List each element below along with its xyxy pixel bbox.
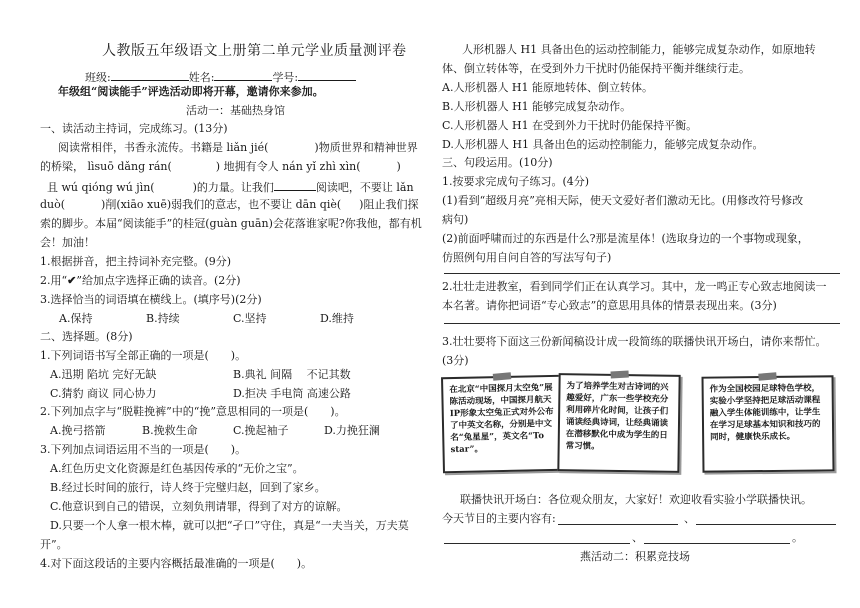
tape-icon bbox=[493, 372, 512, 381]
news-card-2-text: 为了培养学生对古诗词的兴趣爱好，广东一些学校充分利用碎片化时间，让孩子们诵读经典诗词，让经典诵读在潜移默化中成为学生的日常习惯。 bbox=[565, 381, 669, 452]
option-c[interactable]: C.坚持 bbox=[233, 312, 267, 325]
choice-2-a[interactable]: A.挽弓搭箭 bbox=[50, 424, 106, 437]
choice-2-c[interactable]: C.挽起袖子 bbox=[233, 424, 289, 437]
id-blank[interactable] bbox=[298, 70, 356, 81]
question-1-3: 3.选择恰当的词语填在横线上。(填序号)(2分) bbox=[40, 293, 262, 306]
choice-3-a[interactable]: A.红色历史文化资源是红色基因传承的“无价之宝”。 bbox=[50, 462, 304, 475]
robot-option-c[interactable]: C.人形机器人 H1 在受到外力干扰时仍能保持平衡。 bbox=[442, 119, 698, 132]
tape-icon bbox=[758, 372, 777, 380]
choice-1-a[interactable]: A.迅期 陷坑 完好无缺 bbox=[50, 368, 157, 381]
section3-q2: 2.壮壮走进教室，看到同学们正在认真学习。其中，龙一鸣正专心致志地阅读一 bbox=[442, 280, 827, 293]
passage-line-1: 阅读常相伴，书香永流传。书籍是 liǎn jié( )物质世界和精神世界 bbox=[58, 141, 418, 154]
exam-title: 人教版五年级语文上册第二单元学业质量测评卷 bbox=[102, 43, 407, 59]
answer-line-1[interactable] bbox=[444, 273, 840, 274]
choice-3-d-cont: 开”。 bbox=[40, 538, 68, 551]
choice-2-d[interactable]: D.力挽狂澜 bbox=[324, 424, 380, 437]
answer-blank-4[interactable] bbox=[644, 543, 790, 544]
choice-3-b[interactable]: B.经过长时间的旅行，诗人终于完璧归赵，回到了家乡。 bbox=[50, 481, 326, 494]
section3-q3: 3.壮壮要将下面这三份新闻稿设计成一段简练的联播快讯开场白，请你来帮忙。 bbox=[442, 335, 827, 348]
robot-option-b[interactable]: B.人形机器人 H1 能够完成复杂动作。 bbox=[442, 100, 632, 113]
class-label: 班级: bbox=[85, 71, 111, 84]
choice-question-2: 2.下列加点字与“脱鞋挽裤”中的“挽”意思相同的一项是( )。 bbox=[40, 405, 346, 418]
passage-line-2: 的桥梁， lìsuō dǎng rán( ) 地拥有令人 nán yǐ zhì xìn( ) bbox=[40, 160, 401, 173]
choice-3-c[interactable]: C.他意识到自己的错误，立刻负荆请罪，得到了对方的谅解。 bbox=[50, 500, 348, 513]
news-card-2 bbox=[557, 373, 680, 473]
passage-line-4: duò( )削(xiāo xuē)弱我们的意志，也不要让 dān qiè( )阻止我们探 bbox=[40, 198, 419, 211]
choice-3-d[interactable]: D.只要一个人拿一根木棒，就可以把“孑口”守住，真是“一夫当关，万夫莫 bbox=[50, 519, 409, 532]
option-d[interactable]: D.维持 bbox=[320, 312, 354, 325]
period-mark: 。 bbox=[792, 531, 803, 544]
option-b[interactable]: B.持续 bbox=[146, 312, 180, 325]
question-1-1: 1.根据拼音，把主持词补充完整。(9分) bbox=[40, 255, 232, 268]
name-blank[interactable] bbox=[214, 70, 272, 81]
news-card-1 bbox=[441, 375, 565, 474]
student-info-row bbox=[85, 70, 356, 83]
choice-1-c[interactable]: C.猜豹 商议 同心协力 bbox=[50, 387, 157, 400]
robot-paragraph-1: 人形机器人 H1 具备出色的运动控制能力，能够完成复杂动作，如原地转 bbox=[462, 43, 816, 56]
news-card-1-text: 在北京“中国探月太空兔”展陈活动现场，中国探月航天IP形象太空兔正式对外公布了中英文名称，分别是中文名“兔星星”，英文名“To star”。 bbox=[449, 382, 554, 456]
section3-q1-1: (1)看到“超级月亮”亮相天际，使天文爱好者们激动无比。(用修改符号修改 bbox=[442, 194, 804, 207]
section3-q1: 1.按要求完成句子练习。(4分) bbox=[442, 175, 590, 188]
section3-title: 三、句段运用。(10分) bbox=[442, 156, 553, 169]
separator-mark: 、 bbox=[632, 531, 643, 544]
activity2-title: 燕活动二：积累竞技场 bbox=[580, 550, 690, 563]
class-blank[interactable] bbox=[111, 70, 189, 81]
passage-line-3: 且 wú qióng wú jìn( )的力量。让我们 阅读吧，不要让 lǎn bbox=[47, 181, 414, 194]
today-content-label: 今天节目的主要内容有: bbox=[442, 512, 556, 525]
name-label: 姓名: bbox=[188, 71, 215, 84]
separator-mark: 、 bbox=[684, 512, 695, 525]
section3-q1-2-cont: 仿照例句用自问自答的写法写句子) bbox=[442, 251, 612, 264]
answer-blank-2[interactable] bbox=[696, 524, 836, 525]
answer-line-2[interactable] bbox=[444, 323, 840, 324]
choice-question-4: 4.对下面这段话的主要内容概括最准确的一项是( )。 bbox=[40, 557, 313, 570]
section3-q2-cont: 本名著。请你把词语“专心致志”的意思用具体的情景表现出来。(3分) bbox=[442, 299, 777, 312]
answer-blank-1[interactable] bbox=[558, 524, 678, 525]
section3-q1-2: (2)前面呼啸而过的东西是什么?那是流星体！(选取身边的一个事物或现象， bbox=[442, 232, 809, 245]
fill-blank-1[interactable] bbox=[274, 180, 316, 191]
choice-question-3: 3.下列加点词语运用不当的一项是( )。 bbox=[40, 443, 247, 456]
passage-line-5: 索的脚步。本届“阅读能手”的桂冠(guàn guān)会花落谁家呢?你我他，都有机 bbox=[40, 217, 422, 230]
news-card-3 bbox=[702, 375, 835, 472]
tape-icon bbox=[610, 371, 628, 379]
choice-1-b[interactable]: B.典礼 间隔 不记其数 bbox=[233, 368, 351, 381]
broadcast-opening: 联播快讯开场白：各位观众朋友，大家好！欢迎收看实验小学联播快讯。 bbox=[460, 493, 812, 506]
intro-text: 年级组“阅读能手”评选活动即将开幕，邀请你来参加。 bbox=[58, 85, 324, 98]
robot-option-d[interactable]: D.人形机器人 H1 具备出色的运动控制能力，能够完成复杂动作。 bbox=[442, 138, 764, 151]
id-label: 学号: bbox=[272, 71, 299, 84]
robot-paragraph-2: 体、倒立转体等，在受到外力干扰时仍能保持平衡并继续行走。 bbox=[442, 62, 750, 75]
option-a[interactable]: A.保持 bbox=[59, 312, 93, 325]
activity1-title: 活动一：基础热身馆 bbox=[186, 104, 285, 117]
robot-option-a[interactable]: A.人形机器人 H1 能原地转体、倒立转体。 bbox=[442, 81, 654, 94]
passage-line-6: 会！加油！ bbox=[40, 236, 95, 249]
section3-q3-cont: (3分) bbox=[442, 354, 469, 367]
section3-q1-1-cont: 病句) bbox=[442, 213, 469, 226]
question-1-2: 2.用“✔”给加点字选择正确的读音。(2分) bbox=[40, 274, 241, 287]
choice-2-b[interactable]: B.挽救生命 bbox=[142, 424, 198, 437]
section2-title: 二、选择题。(8分) bbox=[40, 330, 133, 343]
check-mark-icon: ✔ bbox=[67, 274, 77, 287]
choice-question-1: 1.下列词语书写全部正确的一项是( )。 bbox=[40, 349, 247, 362]
answer-blank-3[interactable] bbox=[444, 543, 630, 544]
choice-1-d[interactable]: D.拒决 手电筒 高速公路 bbox=[233, 387, 351, 400]
news-card-3-text: 作为全国校园足球特色学校，实验小学坚持把足球活动课程融入学生体能训练中，让学生在学习足球基本知识和技巧的同时，健康快乐成长。 bbox=[709, 383, 821, 443]
section1-title: 一、读活动主持词，完成练习。(13分) bbox=[40, 122, 228, 135]
